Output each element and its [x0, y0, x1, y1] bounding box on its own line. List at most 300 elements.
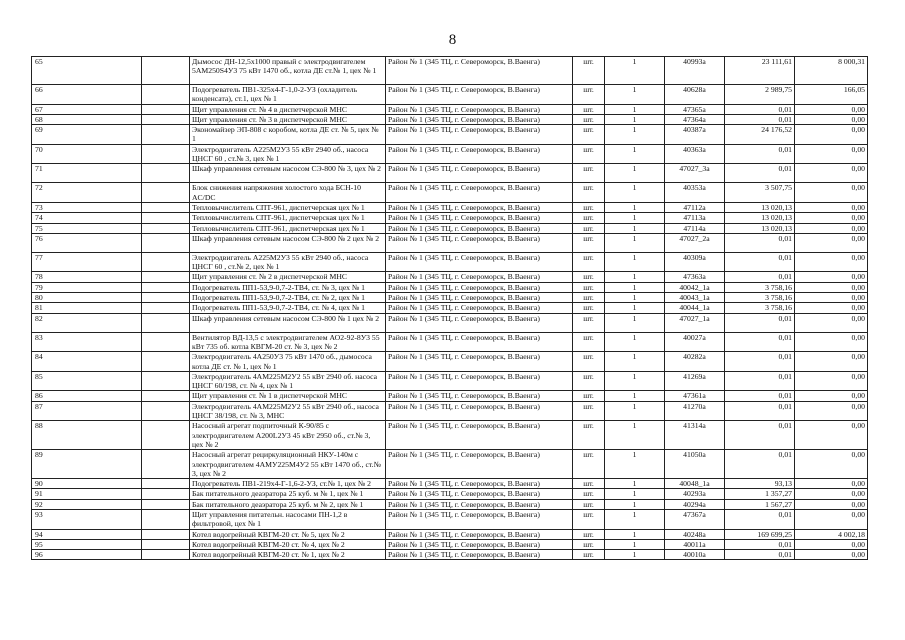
- row-number: 96: [32, 550, 142, 560]
- item-name: Электродвигатель А225М2У3 55 кВт 2940 об., насоса ЦНСГ 60 , ст.№ 3, цех № 1: [190, 144, 386, 164]
- item-quantity: 1: [605, 489, 665, 499]
- row-number: 91: [32, 489, 142, 499]
- item-quantity: 1: [605, 303, 665, 313]
- item-location: Район № 1 (345 ТЦ, г. Североморск, В.Ваенга): [386, 303, 573, 313]
- item-location: Район № 1 (345 ТЦ, г. Североморск, В.Ваенга): [386, 104, 573, 114]
- table-row: [32, 352, 868, 372]
- item-name: Котел водогрейный КВГМ-20 ст. № 5, цех № 2: [190, 529, 386, 539]
- empty-cell: [142, 371, 190, 391]
- item-name: Бак питательного деаэратора 25 куб. м № 2, цех № 1: [190, 499, 386, 509]
- empty-cell: [142, 114, 190, 124]
- item-location: Район № 1 (345 ТЦ, г. Североморск, В.Ваенга): [386, 252, 573, 272]
- item-unit: шт.: [573, 202, 605, 212]
- item-residual-value: 0,00: [795, 282, 868, 292]
- item-inventory-code: 41314а: [665, 421, 725, 450]
- item-unit: шт.: [573, 450, 605, 479]
- table-row: [32, 421, 868, 450]
- item-inventory-code: 47027_1а: [665, 313, 725, 332]
- item-inventory-code: 40309а: [665, 252, 725, 272]
- empty-cell: [142, 313, 190, 332]
- row-number: 87: [32, 401, 142, 421]
- item-quantity: 1: [605, 272, 665, 282]
- table-row: [32, 371, 868, 391]
- item-quantity: 1: [605, 164, 665, 183]
- item-name: Шкаф управления сетевым насосом СЭ-800 № 2 цех № 2: [190, 233, 386, 252]
- table-row: [32, 539, 868, 549]
- item-unit: шт.: [573, 489, 605, 499]
- empty-cell: [142, 529, 190, 539]
- empty-cell: [142, 401, 190, 421]
- empty-cell: [142, 125, 190, 145]
- item-residual-value: 4 002,18: [795, 529, 868, 539]
- item-residual-value: 0,00: [795, 293, 868, 303]
- item-initial-value: 3 507,75: [725, 183, 795, 203]
- empty-cell: [142, 233, 190, 252]
- item-inventory-code: 40628а: [665, 85, 725, 105]
- row-number: 77: [32, 252, 142, 272]
- item-unit: шт.: [573, 104, 605, 114]
- item-location: Район № 1 (345 ТЦ, г. Североморск, В.Ваенга): [386, 114, 573, 124]
- item-name: Бак питательного деаэратора 25 куб. м № 1, цех № 1: [190, 489, 386, 499]
- item-name: Электродвигатель А225М2У3 55 кВт 2940 об., насоса ЦНСГ 60 , ст.№ 2, цех № 1: [190, 252, 386, 272]
- item-residual-value: 166,05: [795, 85, 868, 105]
- item-initial-value: 0,01: [725, 550, 795, 560]
- empty-cell: [142, 550, 190, 560]
- row-number: 81: [32, 303, 142, 313]
- item-name: Блок снижения напряжения холостого хода БСН-10 AC/DC: [190, 183, 386, 203]
- item-location: Район № 1 (345 ТЦ, г. Североморск, В.Ваенга): [386, 233, 573, 252]
- item-location: Район № 1 (345 ТЦ, г. Североморск, В.Ваенга): [386, 332, 573, 352]
- item-location: Район № 1 (345 ТЦ, г. Североморск, В.Ваенга): [386, 125, 573, 145]
- item-residual-value: 0,00: [795, 223, 868, 233]
- item-residual-value: 0,00: [795, 233, 868, 252]
- item-quantity: 1: [605, 144, 665, 164]
- table-row: [32, 164, 868, 183]
- item-inventory-code: 40044_1а: [665, 303, 725, 313]
- table-row: [32, 202, 868, 212]
- empty-cell: [142, 85, 190, 105]
- row-number: 92: [32, 499, 142, 509]
- item-initial-value: 0,01: [725, 114, 795, 124]
- item-inventory-code: 47027_2а: [665, 233, 725, 252]
- item-name: Подогреватель ПВ1-325х4-Г-1,0-2-УЗ (охладитель конденсата), ст.1, цех № 1: [190, 85, 386, 105]
- item-inventory-code: 40043_1а: [665, 293, 725, 303]
- item-unit: шт.: [573, 391, 605, 401]
- empty-cell: [142, 144, 190, 164]
- item-location: Район № 1 (345 ТЦ, г. Североморск, В.Ваенга): [386, 293, 573, 303]
- item-inventory-code: 47114а: [665, 223, 725, 233]
- item-quantity: 1: [605, 282, 665, 292]
- item-location: Район № 1 (345 ТЦ, г. Североморск, В.Ваенга): [386, 391, 573, 401]
- item-name: Щит управления ст. № 4 в диспетчерской МНС: [190, 104, 386, 114]
- item-residual-value: 0,00: [795, 104, 868, 114]
- row-number: 70: [32, 144, 142, 164]
- empty-cell: [142, 391, 190, 401]
- row-number: 90: [32, 479, 142, 489]
- item-quantity: 1: [605, 509, 665, 529]
- item-name: Подогреватель ПП1-53,9-0,7-2-ТВ4, ст. № 4, цех № 1: [190, 303, 386, 313]
- item-name: Экономайзер ЭП-808 с коробом, котла ДЕ ст. № 5, цех № 1: [190, 125, 386, 145]
- item-inventory-code: 40293а: [665, 489, 725, 499]
- row-number: 89: [32, 450, 142, 479]
- item-quantity: 1: [605, 104, 665, 114]
- item-unit: шт.: [573, 272, 605, 282]
- item-unit: шт.: [573, 293, 605, 303]
- item-initial-value: 0,01: [725, 450, 795, 479]
- item-quantity: 1: [605, 479, 665, 489]
- row-number: 83: [32, 332, 142, 352]
- row-number: 93: [32, 509, 142, 529]
- item-quantity: 1: [605, 550, 665, 560]
- empty-cell: [142, 282, 190, 292]
- item-quantity: 1: [605, 233, 665, 252]
- item-residual-value: 0,00: [795, 183, 868, 203]
- empty-cell: [142, 223, 190, 233]
- item-location: Район № 1 (345 ТЦ, г. Североморск, В.Ваенга): [386, 85, 573, 105]
- item-name: Подогреватель ПП1-53,9-0,7-2-ТВ4, ст. № 3, цех № 1: [190, 282, 386, 292]
- item-name: Насосный агрегат подпиточный К-90/85 с электродвигателем А200L2У3 45 кВт 2950 об., ст.№ 3, цех № 2: [190, 421, 386, 450]
- item-quantity: 1: [605, 85, 665, 105]
- item-inventory-code: 40027а: [665, 332, 725, 352]
- item-inventory-code: 40353а: [665, 183, 725, 203]
- item-unit: шт.: [573, 421, 605, 450]
- table-row: [32, 450, 868, 479]
- item-location: Район № 1 (345 ТЦ, г. Североморск, В.Ваенга): [386, 313, 573, 332]
- item-initial-value: 93,13: [725, 479, 795, 489]
- item-quantity: 1: [605, 499, 665, 509]
- empty-cell: [142, 303, 190, 313]
- item-residual-value: 0,00: [795, 272, 868, 282]
- item-quantity: 1: [605, 450, 665, 479]
- item-name: Шкаф управления сетевым насосом СЭ-800 № 3, цех № 2: [190, 164, 386, 183]
- item-initial-value: 13 020,13: [725, 202, 795, 212]
- item-residual-value: 0,00: [795, 421, 868, 450]
- item-initial-value: 3 758,16: [725, 293, 795, 303]
- item-unit: шт.: [573, 223, 605, 233]
- empty-cell: [142, 202, 190, 212]
- row-number: 88: [32, 421, 142, 450]
- table-row: [32, 479, 868, 489]
- item-initial-value: 23 111,61: [725, 57, 795, 85]
- item-quantity: 1: [605, 183, 665, 203]
- item-initial-value: 3 758,16: [725, 303, 795, 313]
- item-name: Тепловычислитель СПТ-961, диспетчерская цех № 1: [190, 202, 386, 212]
- item-inventory-code: 41269а: [665, 371, 725, 391]
- item-quantity: 1: [605, 313, 665, 332]
- item-location: Район № 1 (345 ТЦ, г. Североморск, В.Ваенга): [386, 213, 573, 223]
- item-unit: шт.: [573, 303, 605, 313]
- item-name: Щит управления ст. № 2 в диспетчерской МНС: [190, 272, 386, 282]
- item-initial-value: 0,01: [725, 332, 795, 352]
- item-inventory-code: 40048_1а: [665, 479, 725, 489]
- item-quantity: 1: [605, 391, 665, 401]
- item-unit: шт.: [573, 164, 605, 183]
- item-residual-value: 0,00: [795, 252, 868, 272]
- item-quantity: 1: [605, 114, 665, 124]
- empty-cell: [142, 489, 190, 499]
- item-name: Подогреватель ПВ1-219х4-Г-1,6-2-УЗ, ст.№ 1, цех № 2: [190, 479, 386, 489]
- item-quantity: 1: [605, 401, 665, 421]
- item-inventory-code: 40294а: [665, 499, 725, 509]
- item-unit: шт.: [573, 114, 605, 124]
- row-number: 76: [32, 233, 142, 252]
- item-quantity: 1: [605, 529, 665, 539]
- item-residual-value: 0,00: [795, 539, 868, 549]
- item-inventory-code: 47367а: [665, 509, 725, 529]
- item-unit: шт.: [573, 252, 605, 272]
- page-number: 8: [448, 32, 457, 48]
- item-quantity: 1: [605, 293, 665, 303]
- item-unit: шт.: [573, 213, 605, 223]
- item-name: Тепловычислитель СПТ-961, диспетчерская цех № 1: [190, 213, 386, 223]
- table-row: [32, 144, 868, 164]
- table-row: [32, 529, 868, 539]
- item-location: Район № 1 (345 ТЦ, г. Североморск, В.Ваенга): [386, 539, 573, 549]
- item-location: Район № 1 (345 ТЦ, г. Североморск, В.Ваенга): [386, 529, 573, 539]
- item-residual-value: 0,00: [795, 391, 868, 401]
- empty-cell: [142, 450, 190, 479]
- item-residual-value: 0,00: [795, 489, 868, 499]
- item-initial-value: 0,01: [725, 272, 795, 282]
- item-residual-value: 0,00: [795, 332, 868, 352]
- item-initial-value: 1 567,27: [725, 499, 795, 509]
- item-initial-value: 2 989,75: [725, 85, 795, 105]
- item-initial-value: 169 699,25: [725, 529, 795, 539]
- item-quantity: 1: [605, 57, 665, 85]
- empty-cell: [142, 539, 190, 549]
- row-number: 82: [32, 313, 142, 332]
- item-location: Район № 1 (345 ТЦ, г. Североморск, В.Ваенга): [386, 401, 573, 421]
- item-location: Район № 1 (345 ТЦ, г. Североморск, В.Ваенга): [386, 499, 573, 509]
- item-name: Шкаф управления сетевым насосом СЭ-800 № 1 цех № 2: [190, 313, 386, 332]
- item-location: Район № 1 (345 ТЦ, г. Североморск, В.Ваенга): [386, 183, 573, 203]
- item-quantity: 1: [605, 352, 665, 372]
- row-number: 80: [32, 293, 142, 303]
- empty-cell: [142, 352, 190, 372]
- item-unit: шт.: [573, 509, 605, 529]
- item-initial-value: 1 357,27: [725, 489, 795, 499]
- item-inventory-code: 40282а: [665, 352, 725, 372]
- item-residual-value: 0,00: [795, 450, 868, 479]
- item-inventory-code: 47364а: [665, 114, 725, 124]
- item-quantity: 1: [605, 223, 665, 233]
- table-row: [32, 509, 868, 529]
- item-quantity: 1: [605, 371, 665, 391]
- item-inventory-code: 40042_1а: [665, 282, 725, 292]
- table-row: [32, 125, 868, 145]
- item-name: Дымосос ДН-12,5х1000 правый с электродвигателем 5АМ250S4У3 75 кВт 1470 об., котла ДЕ ст.№ 1, цех № 1: [190, 57, 386, 85]
- table-row: [32, 104, 868, 114]
- row-number: 94: [32, 529, 142, 539]
- table-row: [32, 223, 868, 233]
- row-number: 95: [32, 539, 142, 549]
- empty-cell: [142, 332, 190, 352]
- item-initial-value: 0,01: [725, 252, 795, 272]
- item-location: Район № 1 (345 ТЦ, г. Североморск, В.Ваенга): [386, 489, 573, 499]
- item-inventory-code: 41050а: [665, 450, 725, 479]
- item-unit: шт.: [573, 282, 605, 292]
- table-row: [32, 57, 868, 85]
- item-initial-value: 0,01: [725, 509, 795, 529]
- item-quantity: 1: [605, 125, 665, 145]
- item-quantity: 1: [605, 332, 665, 352]
- item-initial-value: 3 758,16: [725, 282, 795, 292]
- item-name: Вентилятор ВД-13,5 с электродвигателем АО2-92-8У3 55 кВт 735 об. котла КВГМ-20 ст. № 3, цех № 2: [190, 332, 386, 352]
- item-inventory-code: 47361а: [665, 391, 725, 401]
- row-number: 74: [32, 213, 142, 223]
- item-residual-value: 8 000,31: [795, 57, 868, 85]
- item-unit: шт.: [573, 371, 605, 391]
- table-row: [32, 233, 868, 252]
- item-location: Район № 1 (345 ТЦ, г. Североморск, В.Ваенга): [386, 272, 573, 282]
- item-name: Электродвигатель 4А250У3 75 кВт 1470 об., дымососа котла ДЕ ст. № 1, цех № 1: [190, 352, 386, 372]
- empty-cell: [142, 293, 190, 303]
- item-quantity: 1: [605, 539, 665, 549]
- item-unit: шт.: [573, 539, 605, 549]
- item-name: Щит управления ст. № 3 в диспетчерской МНС: [190, 114, 386, 124]
- table-row: [32, 85, 868, 105]
- item-unit: шт.: [573, 313, 605, 332]
- item-residual-value: 0,00: [795, 313, 868, 332]
- item-inventory-code: 47113а: [665, 213, 725, 223]
- item-inventory-code: 47363а: [665, 272, 725, 282]
- table-row: [32, 293, 868, 303]
- row-number: 73: [32, 202, 142, 212]
- item-location: Район № 1 (345 ТЦ, г. Североморск, В.Ваенга): [386, 371, 573, 391]
- table-row: [32, 332, 868, 352]
- item-residual-value: 0,00: [795, 509, 868, 529]
- table-row: [32, 391, 868, 401]
- table-row: [32, 114, 868, 124]
- item-inventory-code: 41270а: [665, 401, 725, 421]
- empty-cell: [142, 104, 190, 114]
- item-residual-value: 0,00: [795, 213, 868, 223]
- table-row: [32, 499, 868, 509]
- table-row: [32, 401, 868, 421]
- empty-cell: [142, 479, 190, 489]
- item-initial-value: 0,01: [725, 401, 795, 421]
- item-unit: шт.: [573, 85, 605, 105]
- table-row: [32, 213, 868, 223]
- item-residual-value: 0,00: [795, 164, 868, 183]
- item-unit: шт.: [573, 183, 605, 203]
- item-residual-value: 0,00: [795, 202, 868, 212]
- empty-cell: [142, 183, 190, 203]
- table-row: [32, 183, 868, 203]
- item-name: Щит управления ст. № 1 в диспетчерской МНС: [190, 391, 386, 401]
- item-initial-value: 0,01: [725, 352, 795, 372]
- item-initial-value: 0,01: [725, 233, 795, 252]
- item-name: Насосный агрегат рециркуляционный НКУ-140м с электродвигателем 4АМУ225М4У2 55 кВт 1470 об., ст.№ 3, цех № 2: [190, 450, 386, 479]
- item-inventory-code: 47365а: [665, 104, 725, 114]
- table-row: [32, 282, 868, 292]
- item-initial-value: 0,01: [725, 144, 795, 164]
- item-location: Район № 1 (345 ТЦ, г. Североморск, В.Ваенга): [386, 352, 573, 372]
- row-number: 67: [32, 104, 142, 114]
- item-inventory-code: 40363а: [665, 144, 725, 164]
- item-location: Район № 1 (345 ТЦ, г. Североморск, В.Ваенга): [386, 450, 573, 479]
- item-unit: шт.: [573, 57, 605, 85]
- item-inventory-code: 40011а: [665, 539, 725, 549]
- row-number: 85: [32, 371, 142, 391]
- row-number: 72: [32, 183, 142, 203]
- empty-cell: [142, 213, 190, 223]
- item-inventory-code: 47112а: [665, 202, 725, 212]
- item-inventory-code: 40387а: [665, 125, 725, 145]
- table-row: [32, 489, 868, 499]
- item-initial-value: 0,01: [725, 313, 795, 332]
- empty-cell: [142, 509, 190, 529]
- item-location: Район № 1 (345 ТЦ, г. Североморск, В.Ваенга): [386, 164, 573, 183]
- item-location: Район № 1 (345 ТЦ, г. Североморск, В.Ваенга): [386, 223, 573, 233]
- item-quantity: 1: [605, 213, 665, 223]
- row-number: 75: [32, 223, 142, 233]
- item-unit: шт.: [573, 332, 605, 352]
- item-inventory-code: 40248а: [665, 529, 725, 539]
- row-number: 68: [32, 114, 142, 124]
- item-location: Район № 1 (345 ТЦ, г. Североморск, В.Ваенга): [386, 479, 573, 489]
- empty-cell: [142, 252, 190, 272]
- item-name: Тепловычислитель СПТ-961, диспетчерская цех № 1: [190, 223, 386, 233]
- item-unit: шт.: [573, 144, 605, 164]
- item-unit: шт.: [573, 401, 605, 421]
- item-name: Электродвигатель 4АМ225М2У2 55 кВт 2940 об., насоса ЦНСГ 38/198, ст. № 3, МНС: [190, 401, 386, 421]
- item-residual-value: 0,00: [795, 479, 868, 489]
- item-location: Район № 1 (345 ТЦ, г. Североморск, В.Ваенга): [386, 509, 573, 529]
- item-residual-value: 0,00: [795, 144, 868, 164]
- empty-cell: [142, 421, 190, 450]
- item-location: Район № 1 (345 ТЦ, г. Североморск, В.Ваенга): [386, 57, 573, 85]
- item-initial-value: 0,01: [725, 391, 795, 401]
- item-initial-value: 0,01: [725, 421, 795, 450]
- row-number: 86: [32, 391, 142, 401]
- item-unit: шт.: [573, 125, 605, 145]
- item-residual-value: 0,00: [795, 401, 868, 421]
- table-row: [32, 272, 868, 282]
- item-initial-value: 0,01: [725, 371, 795, 391]
- item-location: Район № 1 (345 ТЦ, г. Североморск, В.Ваенга): [386, 202, 573, 212]
- item-location: Район № 1 (345 ТЦ, г. Североморск, В.Ваенга): [386, 282, 573, 292]
- item-initial-value: 0,01: [725, 539, 795, 549]
- row-number: 65: [32, 57, 142, 85]
- item-unit: шт.: [573, 499, 605, 509]
- item-unit: шт.: [573, 233, 605, 252]
- item-inventory-code: 40993а: [665, 57, 725, 85]
- empty-cell: [142, 499, 190, 509]
- item-name: Подогреватель ПП1-53,9-0,7-2-ТВ4, ст. № 2, цех № 1: [190, 293, 386, 303]
- item-quantity: 1: [605, 202, 665, 212]
- item-unit: шт.: [573, 529, 605, 539]
- item-initial-value: 0,01: [725, 104, 795, 114]
- item-location: Район № 1 (345 ТЦ, г. Североморск, В.Ваенга): [386, 144, 573, 164]
- item-initial-value: 13 020,13: [725, 213, 795, 223]
- table-row: [32, 313, 868, 332]
- row-number: 84: [32, 352, 142, 372]
- empty-cell: [142, 272, 190, 282]
- item-residual-value: 0,00: [795, 114, 868, 124]
- item-name: Котел водогрейный КВГМ-20 ст. № 4, цех № 2: [190, 539, 386, 549]
- item-unit: шт.: [573, 352, 605, 372]
- table-row: [32, 252, 868, 272]
- item-residual-value: 0,00: [795, 303, 868, 313]
- item-quantity: 1: [605, 421, 665, 450]
- inventory-table-body: [32, 57, 868, 560]
- item-unit: шт.: [573, 550, 605, 560]
- empty-cell: [142, 57, 190, 85]
- item-location: Район № 1 (345 ТЦ, г. Североморск, В.Ваенга): [386, 550, 573, 560]
- item-residual-value: 0,00: [795, 352, 868, 372]
- row-number: 69: [32, 125, 142, 145]
